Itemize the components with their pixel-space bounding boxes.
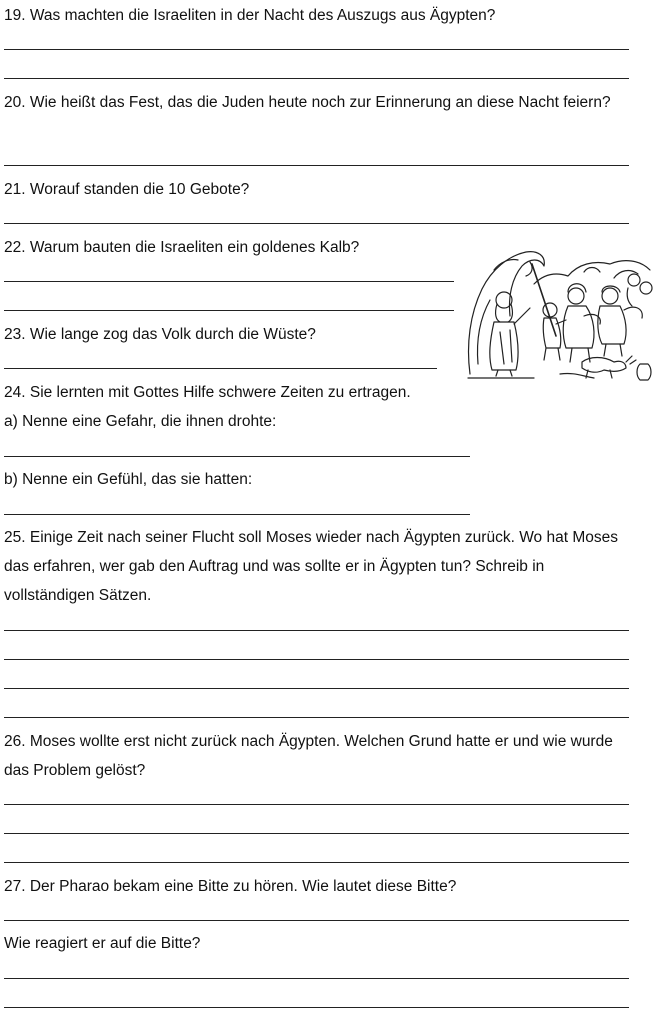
answer-line-26-1[interactable] xyxy=(4,804,629,805)
answer-line-22-1[interactable] xyxy=(4,281,454,282)
question-22: 22. Warum bauten die Israeliten ein goldenes Kalb? xyxy=(4,239,360,256)
answer-line-25-3[interactable] xyxy=(4,688,629,689)
question-19: 19. Was machten die Israeliten in der Nacht des Auszugs aus Ägypten? xyxy=(4,7,496,24)
answer-line-24a[interactable] xyxy=(4,456,470,457)
answer-line-26-2[interactable] xyxy=(4,833,629,834)
answer-line-25-4[interactable] xyxy=(4,717,629,718)
answer-line-26-3[interactable] xyxy=(4,862,629,863)
question-24: 24. Sie lernten mit Gottes Hilfe schwere Zeiten zu ertragen. xyxy=(4,384,411,401)
question-24b: b) Nenne ein Gefühl, das sie hatten: xyxy=(4,471,253,488)
answer-line-19-1[interactable] xyxy=(4,49,629,50)
answer-line-20-1[interactable] xyxy=(4,165,629,166)
answer-line-19-2[interactable] xyxy=(4,78,629,79)
answer-line-24b[interactable] xyxy=(4,514,470,515)
answer-line-25-2[interactable] xyxy=(4,659,629,660)
question-20: 20. Wie heißt das Fest, das die Juden heute noch zur Erinnerung an diese Nacht feiern? xyxy=(4,94,611,111)
question-27b: Wie reagiert er auf die Bitte? xyxy=(4,935,201,952)
answer-line-27b-1[interactable] xyxy=(4,978,629,979)
answer-line-21-1[interactable] xyxy=(4,223,629,224)
question-25: 25. Einige Zeit nach seiner Flucht soll Moses wieder nach Ägypten zurück. Wo hat Moses das erfahren, wer gab den Auftrag und was sollte er in Ägypten tun? Schreib in vollständigen Sätzen. xyxy=(4,529,618,604)
question-24a: a) Nenne eine Gefahr, die ihnen drohte: xyxy=(4,413,277,430)
question-23: 23. Wie lange zog das Volk durch die Wüste? xyxy=(4,326,316,343)
question-21: 21. Worauf standen die 10 Gebote? xyxy=(4,181,250,198)
question-26: 26. Moses wollte erst nicht zurück nach Ägypten. Welchen Grund hatte er und wie wurde das Problem gelöst? xyxy=(4,733,613,779)
answer-line-27b-2[interactable] xyxy=(4,1007,629,1008)
answer-line-22-2[interactable] xyxy=(4,310,454,311)
answer-line-25-1[interactable] xyxy=(4,630,629,631)
answer-line-27-1[interactable] xyxy=(4,920,629,921)
answer-line-23-1[interactable] xyxy=(4,368,437,369)
moses-illustration xyxy=(464,244,654,384)
question-27: 27. Der Pharao bekam eine Bitte zu hören. Wie lautet diese Bitte? xyxy=(4,878,457,895)
